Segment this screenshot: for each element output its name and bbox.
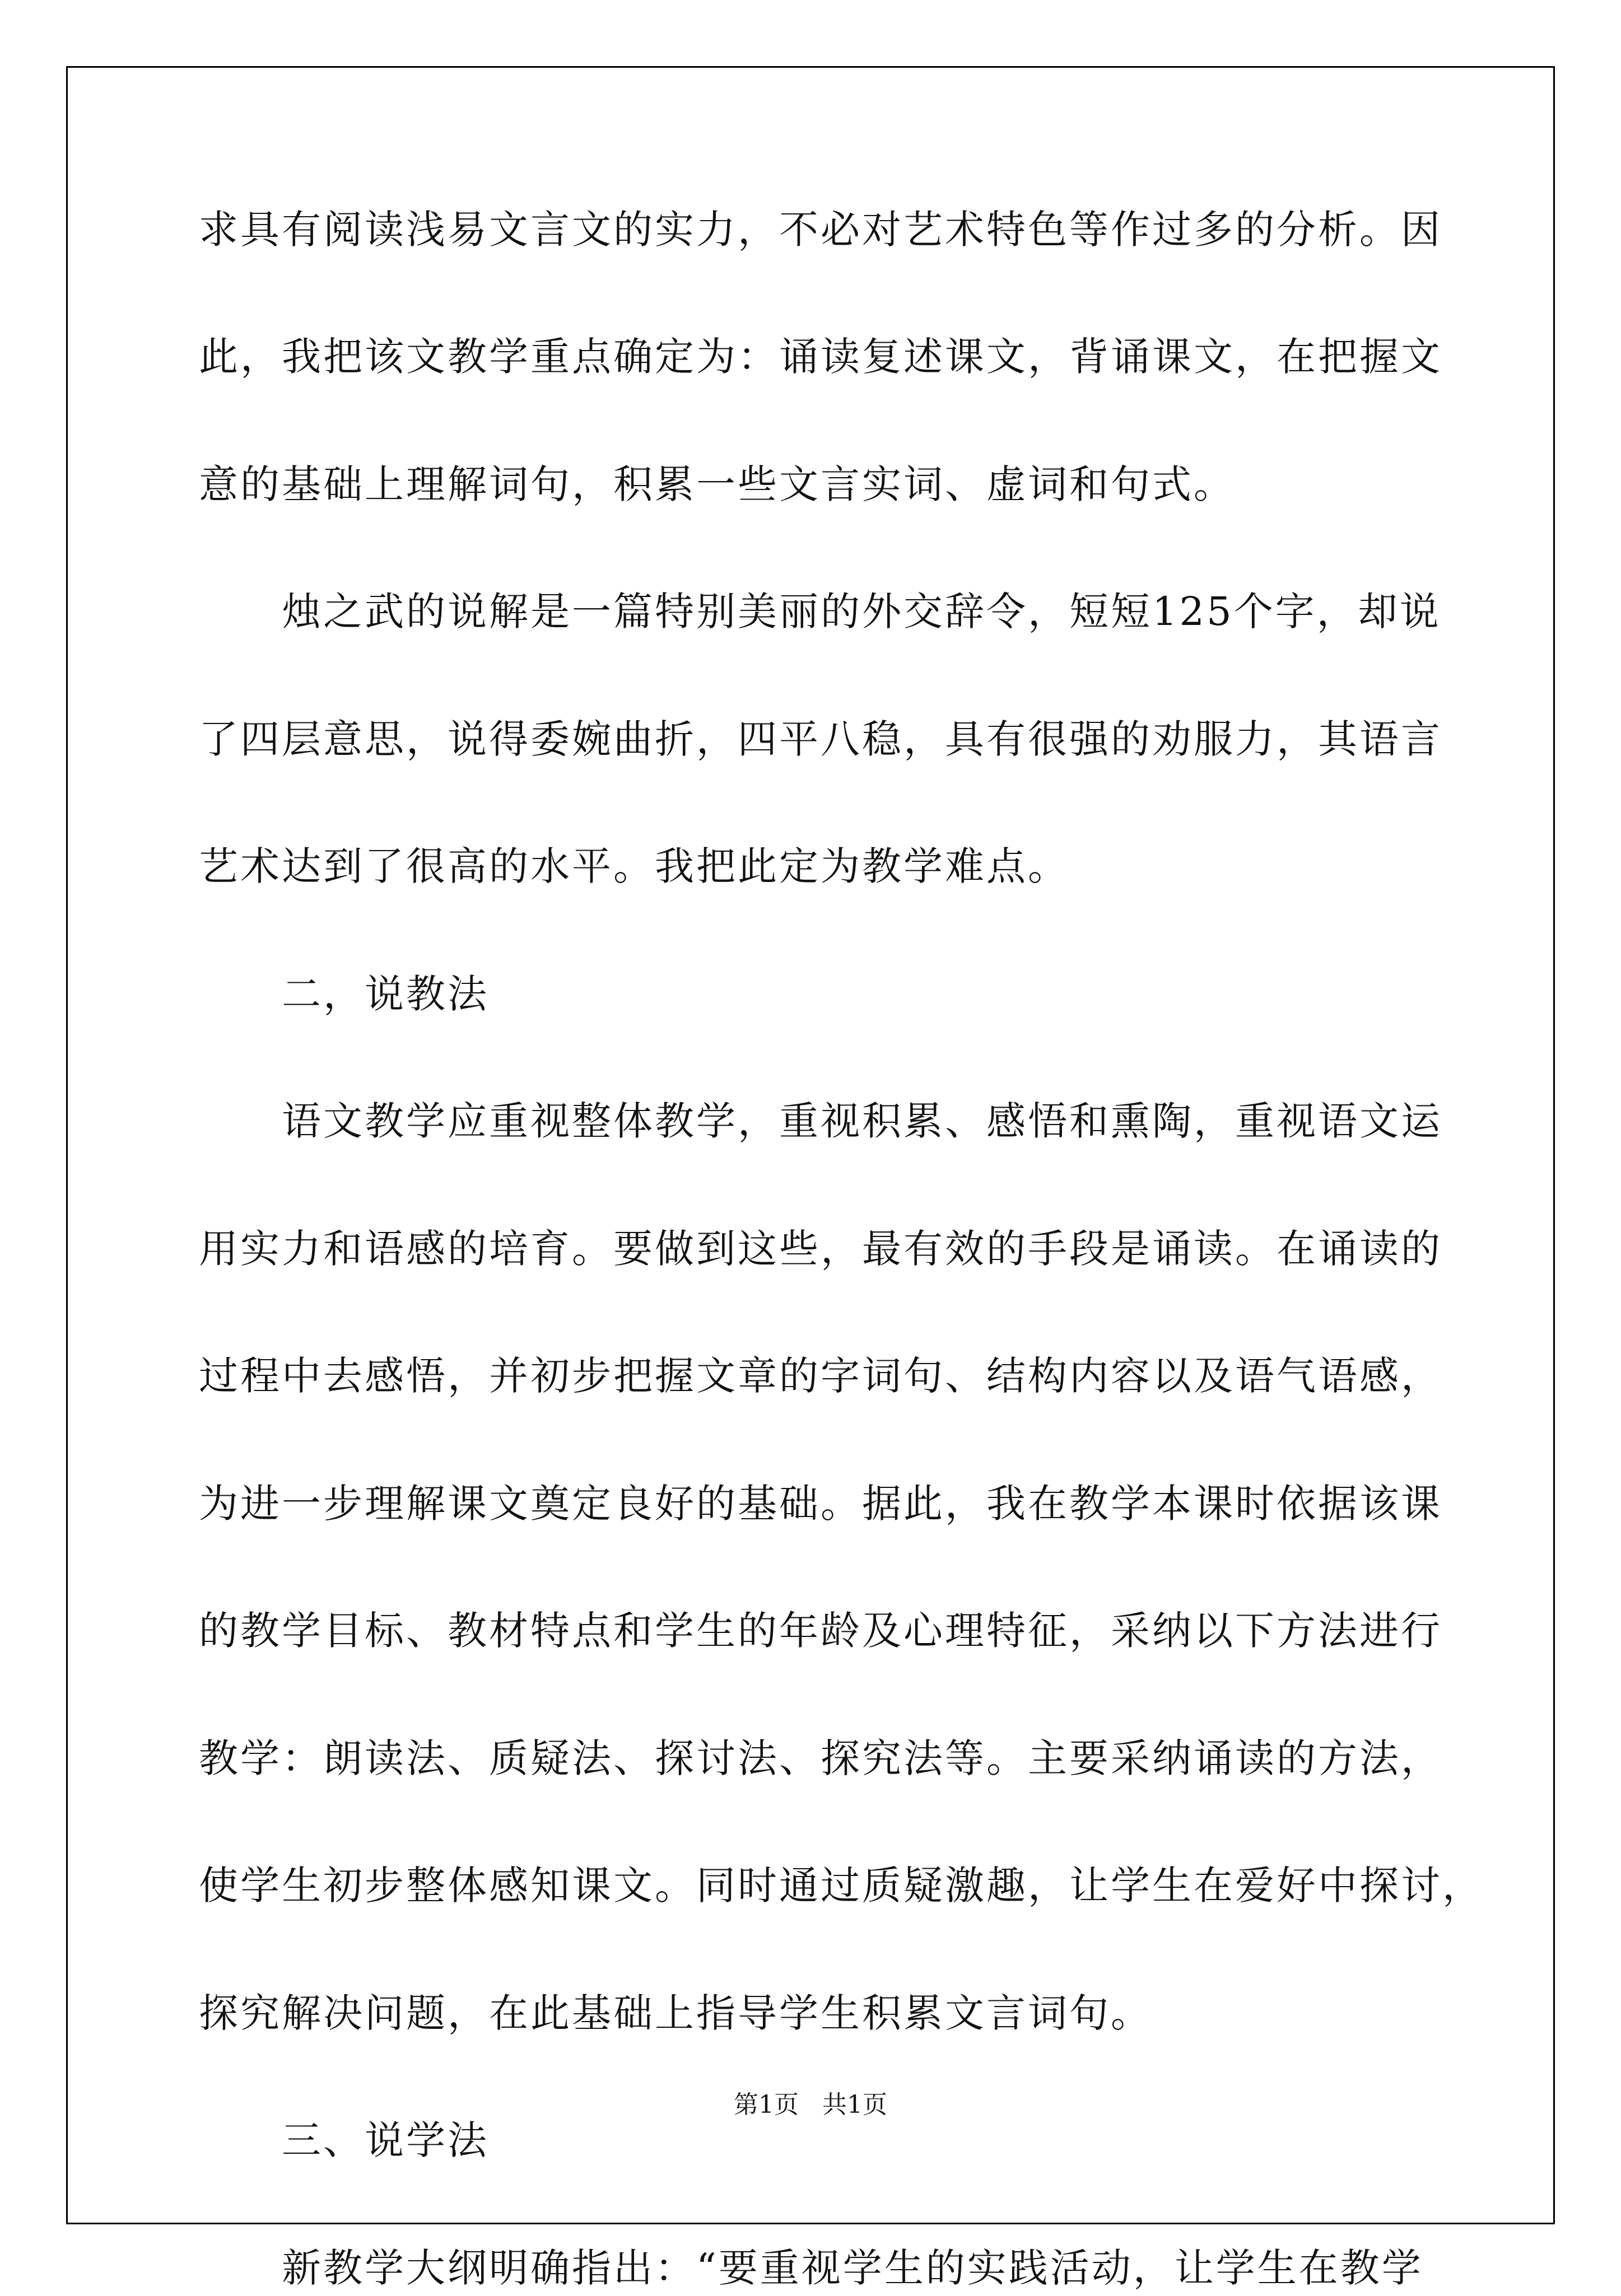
section-heading-2: 二，说教法 [199, 971, 489, 1017]
text-line-5: 了四层意思，说得委婉曲折，四平八稳，具有很强的劝服力，其语言 [199, 716, 1442, 762]
text-line-12: 的教学目标、教材特点和学生的年龄及心理特征，采纳以下方法进行 [199, 1608, 1442, 1654]
text-line-6: 艺术达到了很高的水平。我把此定为教学难点。 [199, 843, 1069, 889]
text-line-17: 新教学大纲明确指出：“要重视学生的实践活动，让学生在教学 [199, 2245, 1423, 2291]
page-number: 第1页 共1页 [734, 2090, 887, 2119]
text-line-4: 烛之武的说解是一篇特别美丽的外交辞令，短短125个字，却说 [199, 589, 1441, 634]
text-line-14: 使学生初步整体感知课文。同时通过质疑激趣，让学生在爱好中探讨， [199, 1863, 1484, 1908]
text-line-9: 用实力和语感的培育。要做到这些，最有效的手段是诵读。在诵读的 [199, 1226, 1442, 1272]
text-line-11: 为进一步理解课文奠定良好的基础。据此，我在教学本课时依据该课 [199, 1481, 1442, 1527]
text-line-1: 求具有阅读浅易文言文的实力，不必对艺术特色等作过多的分析。因 [199, 207, 1442, 253]
section-heading-3: 三、说学法 [199, 2117, 489, 2163]
text-line-8: 语文教学应重视整体教学，重视积累、感悟和熏陶，重视语文运 [199, 1098, 1442, 1144]
text-line-3: 意的基础上理解词句，积累一些文言实词、虚词和句式。 [199, 461, 1235, 507]
text-line-15: 探究解决问题，在此基础上指导学生积累文言词句。 [199, 1990, 1152, 2036]
text-line-2: 此，我把该文教学重点确定为：诵读复述课文，背诵课文，在把握文 [199, 334, 1442, 380]
text-line-10: 过程中去感悟，并初步把握文章的字词句、结构内容以及语气语感， [199, 1353, 1442, 1399]
text-line-13: 教学：朗读法、质疑法、探讨法、探究法等。主要采纳诵读的方法， [199, 1735, 1442, 1781]
